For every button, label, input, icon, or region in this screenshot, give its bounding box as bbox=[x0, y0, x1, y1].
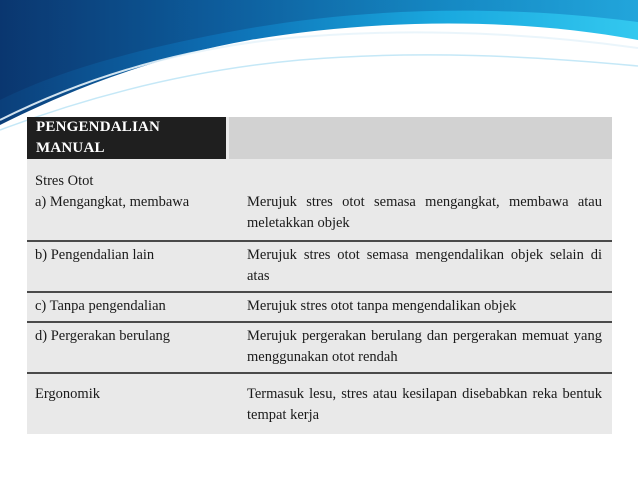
term-label: Ergonomik bbox=[27, 373, 227, 434]
description-text: Merujuk stres otot semasa mengendalikan objek selain di atas bbox=[227, 241, 612, 292]
description-text: Termasuk lesu, stres atau kesilapan disebabkan reka bentuk tempat kerja bbox=[227, 373, 612, 434]
term-label: d) Pergerakan berulang bbox=[27, 322, 227, 373]
description-cell bbox=[227, 159, 612, 241]
table-row bbox=[27, 322, 612, 373]
term-label: a) Mengangkat, membawa bbox=[35, 194, 190, 210]
term-cell bbox=[27, 159, 227, 241]
table-row bbox=[27, 292, 612, 322]
table-row bbox=[27, 159, 612, 241]
term-label: b) Pengendalian lain bbox=[27, 241, 227, 292]
table-header-title: PENGENDALIAN MANUAL bbox=[27, 117, 227, 159]
description-text: Merujuk pergerakan berulang dan pergerakan memuat yang menggunakan otot rendah bbox=[227, 322, 612, 373]
group-label: Stres Otot bbox=[35, 173, 94, 189]
control-table bbox=[27, 117, 612, 434]
term-label: c) Tanpa pengendalian bbox=[27, 292, 227, 322]
table-row bbox=[27, 241, 612, 292]
description-text: Merujuk stres otot semasa mengangkat, membawa atau meletakkan objek bbox=[247, 194, 602, 231]
description-text: Merujuk stres otot tanpa mengendalikan objek bbox=[227, 292, 612, 322]
table-row bbox=[27, 373, 612, 434]
table-header-blank bbox=[227, 117, 612, 159]
